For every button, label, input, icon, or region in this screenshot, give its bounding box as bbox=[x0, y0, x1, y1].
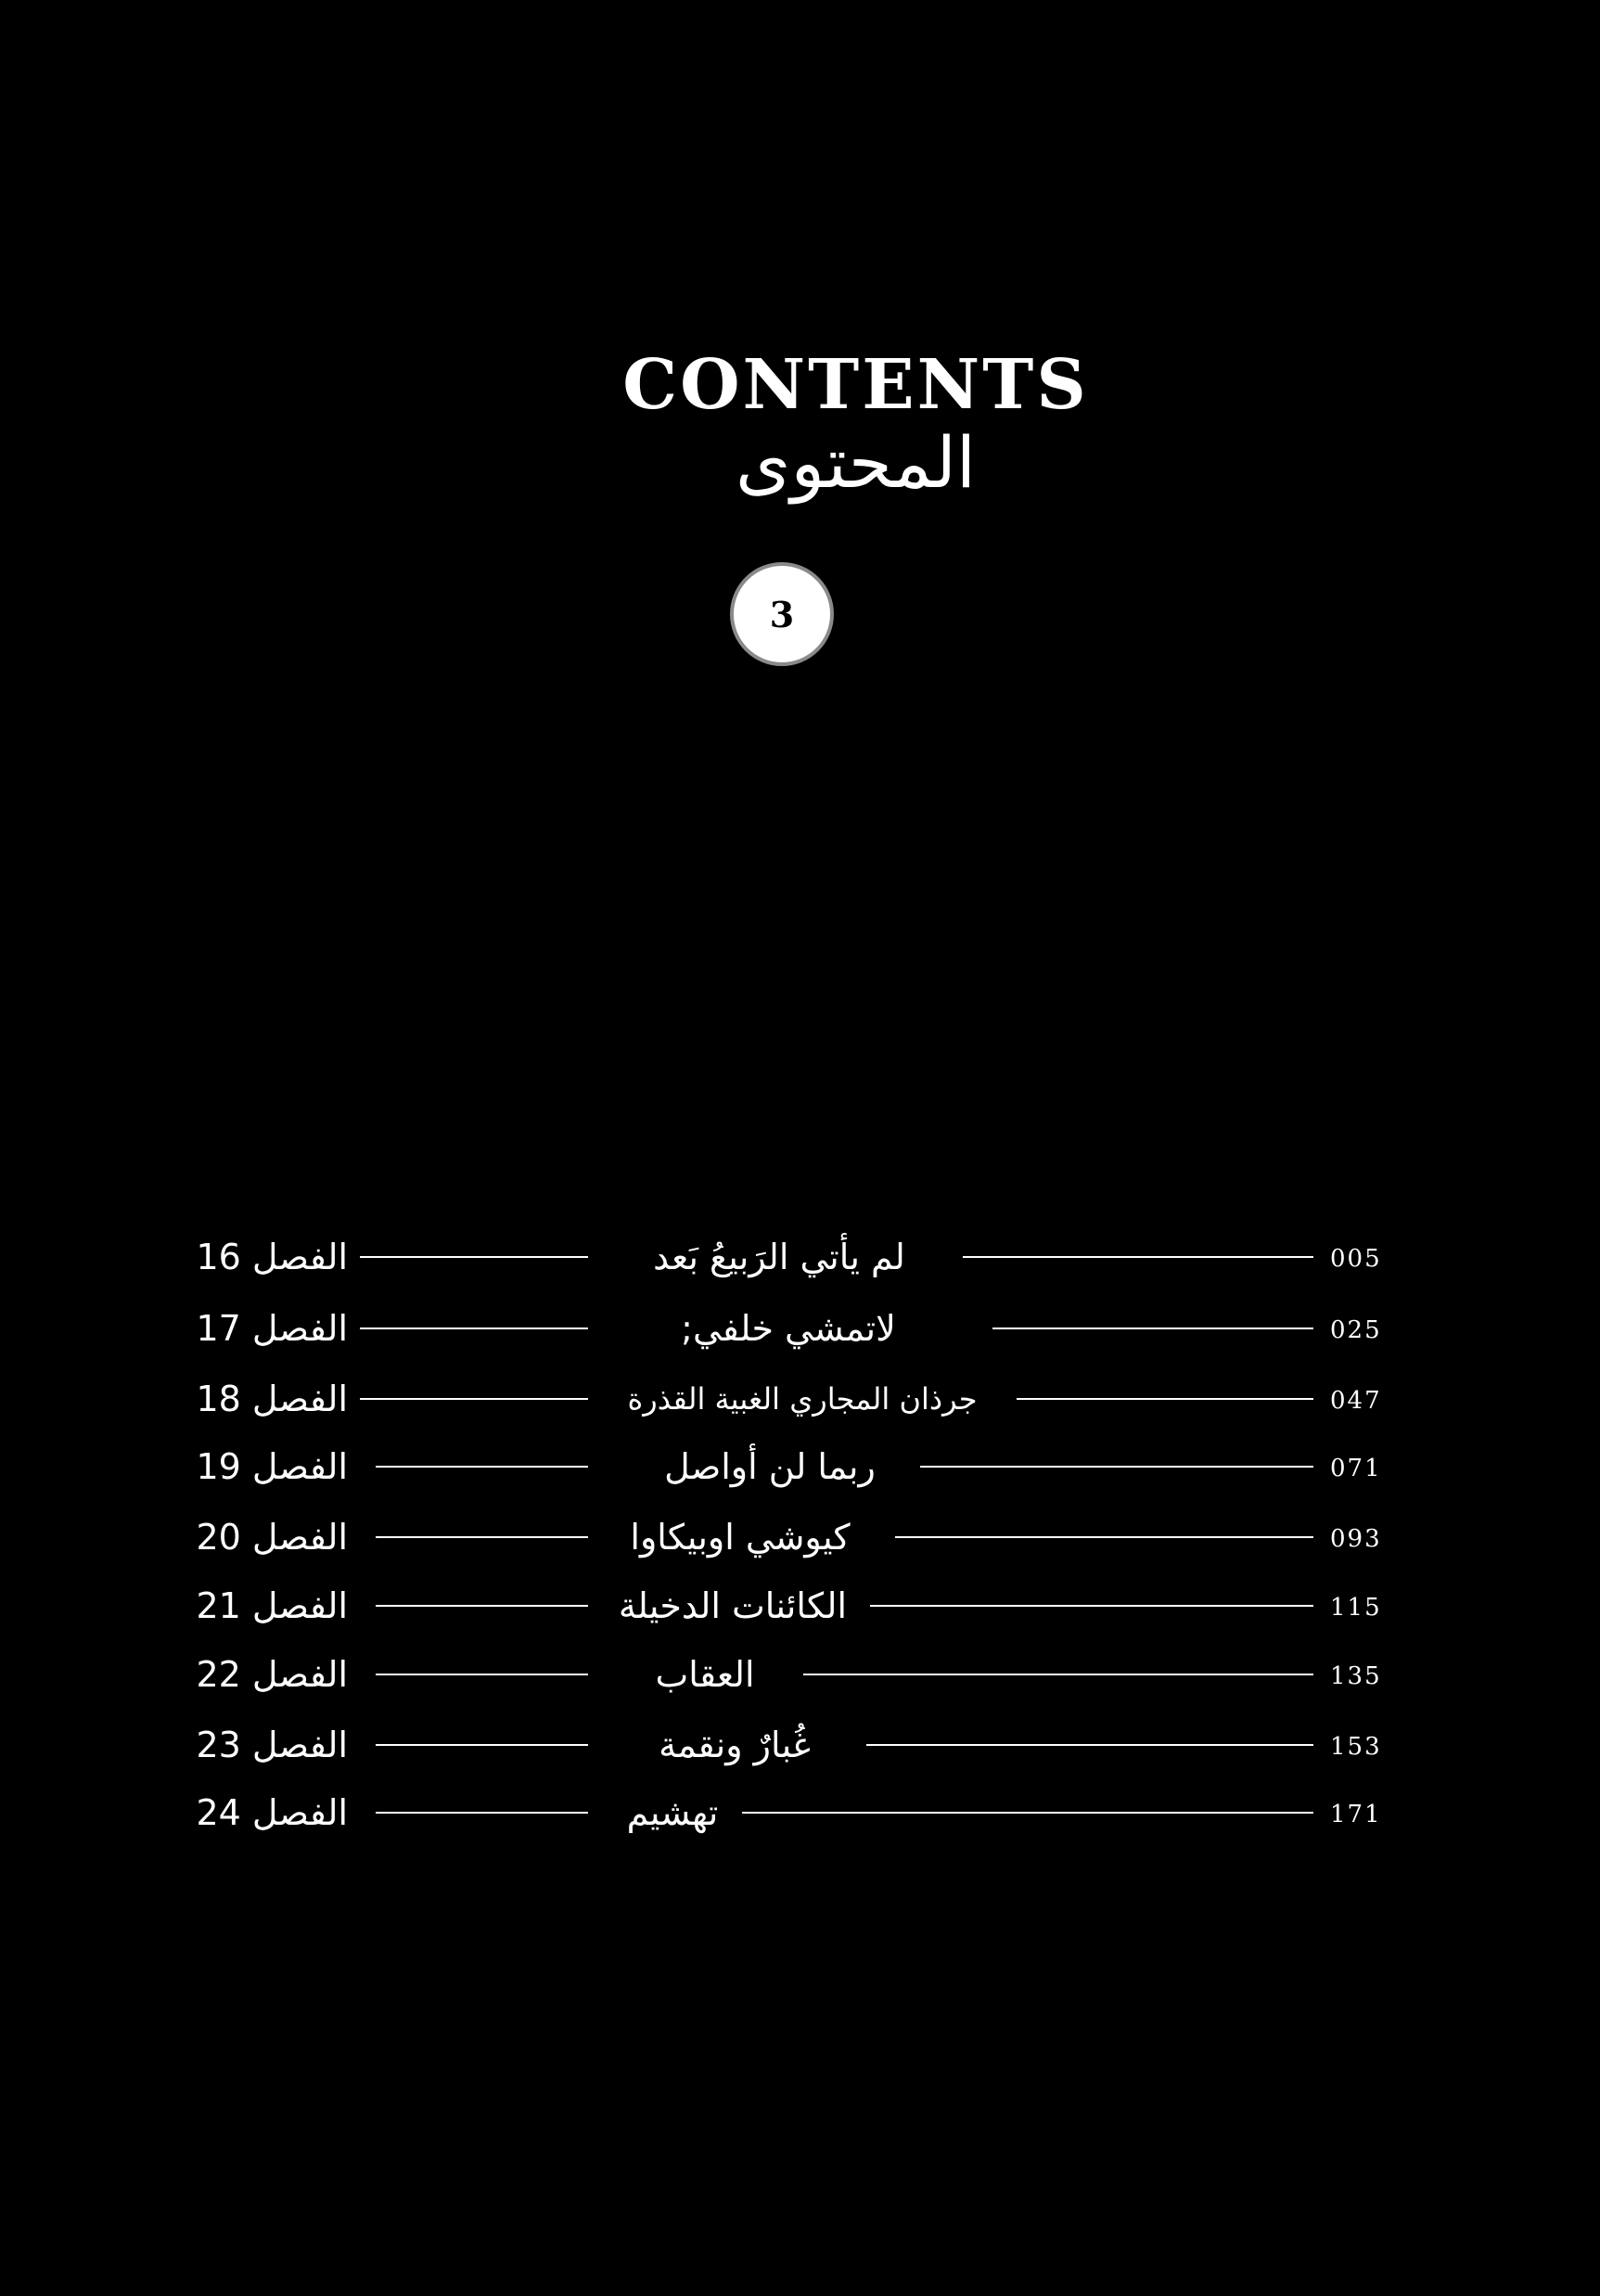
leader-line bbox=[376, 1605, 588, 1607]
toc-row[interactable] bbox=[0, 1785, 1600, 1841]
toc-row[interactable] bbox=[0, 1647, 1600, 1702]
page-number: 153 bbox=[1330, 1733, 1382, 1761]
chapter-title: غُبارٌ ونقمة bbox=[659, 1725, 811, 1765]
chapter-title: تهشيم bbox=[626, 1792, 719, 1833]
leader-line bbox=[895, 1536, 1313, 1538]
chapter-label: الفصل 20 bbox=[196, 1517, 348, 1558]
leader-line bbox=[920, 1466, 1313, 1468]
chapter-title: كيوشي اوبيكاوا bbox=[630, 1517, 851, 1558]
toc-row[interactable] bbox=[0, 1578, 1600, 1634]
leader-line bbox=[360, 1328, 588, 1329]
toc-row[interactable] bbox=[0, 1439, 1600, 1494]
leader-line bbox=[963, 1256, 1313, 1258]
page-number: 171 bbox=[1330, 1801, 1382, 1828]
chapter-title: جرذان المجاري الغبية القذرة bbox=[627, 1381, 978, 1417]
chapter-label: الفصل 22 bbox=[196, 1654, 348, 1695]
toc-row[interactable] bbox=[0, 1301, 1600, 1356]
leader-line bbox=[803, 1674, 1313, 1675]
chapter-title: ربما لن أواصل bbox=[664, 1446, 876, 1487]
toc-row[interactable] bbox=[0, 1509, 1600, 1565]
leader-line bbox=[866, 1744, 1313, 1746]
toc-row[interactable] bbox=[0, 1229, 1600, 1285]
leader-line bbox=[992, 1328, 1313, 1329]
chapter-title: لاتمشي خلفي; bbox=[681, 1308, 896, 1349]
chapter-label: الفصل 21 bbox=[196, 1585, 348, 1626]
page-number: 135 bbox=[1330, 1662, 1382, 1690]
chapter-label: الفصل 18 bbox=[196, 1379, 348, 1419]
leader-line bbox=[870, 1605, 1313, 1607]
leader-line bbox=[360, 1398, 588, 1400]
chapter-label: الفصل 23 bbox=[196, 1725, 348, 1765]
toc-row[interactable] bbox=[0, 1371, 1600, 1427]
chapter-title: لم يأتي الرَبيعُ بَعد bbox=[653, 1237, 905, 1277]
chapter-label: الفصل 24 bbox=[196, 1792, 348, 1833]
contents-title: CONTENTS bbox=[622, 345, 1089, 425]
leader-line bbox=[360, 1256, 588, 1258]
page-number: 005 bbox=[1330, 1245, 1382, 1273]
leader-line bbox=[376, 1812, 588, 1814]
leader-line bbox=[376, 1466, 588, 1468]
chapter-title: الكائنات الدخيلة bbox=[618, 1585, 848, 1626]
leader-line bbox=[376, 1744, 588, 1746]
toc-row[interactable] bbox=[0, 1717, 1600, 1773]
chapter-label: الفصل 16 bbox=[196, 1237, 348, 1277]
volume-number-badge: 3 bbox=[730, 562, 834, 666]
page-number: 115 bbox=[1330, 1594, 1382, 1622]
leader-line bbox=[376, 1674, 588, 1675]
leader-line bbox=[1017, 1398, 1313, 1400]
page-number: 093 bbox=[1330, 1525, 1382, 1553]
leader-line bbox=[376, 1536, 588, 1538]
chapter-label: الفصل 17 bbox=[196, 1308, 348, 1349]
contents-title-arabic: المحتوى bbox=[736, 421, 976, 504]
page-number: 047 bbox=[1330, 1387, 1382, 1415]
page-number: 025 bbox=[1330, 1316, 1382, 1344]
page-number: 071 bbox=[1330, 1455, 1382, 1482]
chapter-title: العقاب bbox=[655, 1654, 755, 1695]
chapter-label: الفصل 19 bbox=[196, 1446, 348, 1487]
leader-line bbox=[742, 1812, 1313, 1814]
